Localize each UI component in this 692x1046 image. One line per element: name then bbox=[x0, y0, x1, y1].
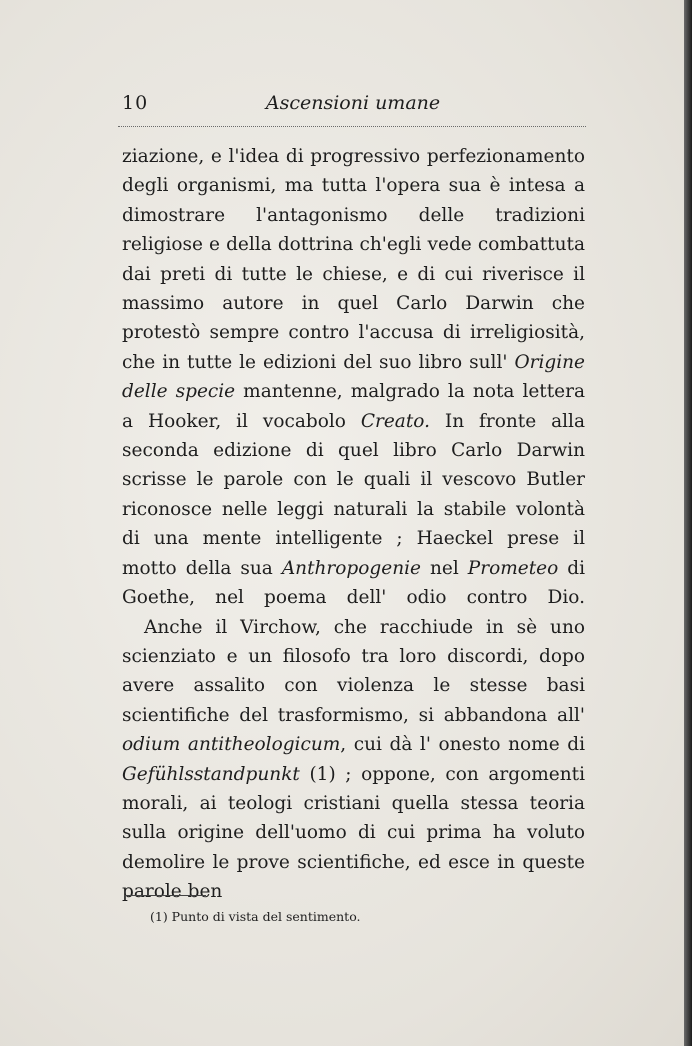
header-rule bbox=[118, 126, 586, 127]
title-prometeo: Prometeo bbox=[467, 557, 559, 579]
paragraph-2-text-3: (1) ; oppone, con argomenti morali, ai teologi cristiani quella stessa teoria sulla origine dell'uomo di cui prima ha voluto demolire le prove scientifiche, ed esce in queste parole ben bbox=[122, 763, 585, 903]
page-edge-shadow bbox=[684, 0, 692, 1046]
title-anthropogenie: Anthropogenie bbox=[281, 557, 421, 579]
word-gefuhlsstandpunkt: Gefühlsstandpunkt bbox=[122, 763, 300, 785]
title-origine-delle-specie: Origine delle specie bbox=[122, 351, 585, 403]
running-title: Ascensioni umane bbox=[265, 92, 441, 114]
paragraph-1-text: ziazione, e l'idea di progressivo perfezionamento degli organismi, ma tutta l'opera sua è intesa a dimostrare l'antagonismo delle tradizioni religiose e della dottrina ch'egli vede combattuta dai preti di tutte le chiese, e di cui riverisce il massimo autore in quel Carlo Darwin che protestò sempre contro l'accusa di irreligiosità, che in tutte le edizioni del suo libro sull' bbox=[122, 146, 585, 373]
paragraph-1-text-3: In fronte alla seconda edizione di quel libro Carlo Darwin scrisse le parole con le quali il vescovo Butler riconosce nelle leggi naturali la stabile volontà di una mente intelligente ; Haeckel prese il motto della sua bbox=[122, 410, 585, 579]
footnote: (1) Punto di vista del sentimento. bbox=[150, 909, 361, 924]
footnote-rule bbox=[124, 895, 206, 896]
paragraph-1-text-4: nel bbox=[420, 557, 468, 579]
paragraph-2 bbox=[122, 613, 585, 907]
paragraph-1 bbox=[122, 142, 585, 613]
word-creato: Creato. bbox=[360, 410, 430, 432]
page-header bbox=[122, 92, 584, 122]
paragraph-1-text-5: di Goethe, nel poema dell' odio contro Dio. bbox=[122, 557, 586, 609]
body-text bbox=[122, 142, 585, 907]
paragraph-2-text-2: , cui dà l' onesto nome di bbox=[340, 734, 585, 756]
page-number: 10 bbox=[122, 92, 149, 114]
paragraph-1-text-2: mantenne, malgrado la nota lettera a Hooker, il vocabolo bbox=[122, 381, 586, 432]
phrase-odium-antitheologicum: odium antitheologicum bbox=[122, 734, 341, 756]
paragraph-2-text: Anche il Virchow, che racchiude in sè uno scienziato e un filosofo tra loro discordi, dopo avere assalito con violenza le stesse basi scientifiche del trasformismo, si abbandona all' bbox=[122, 616, 585, 726]
